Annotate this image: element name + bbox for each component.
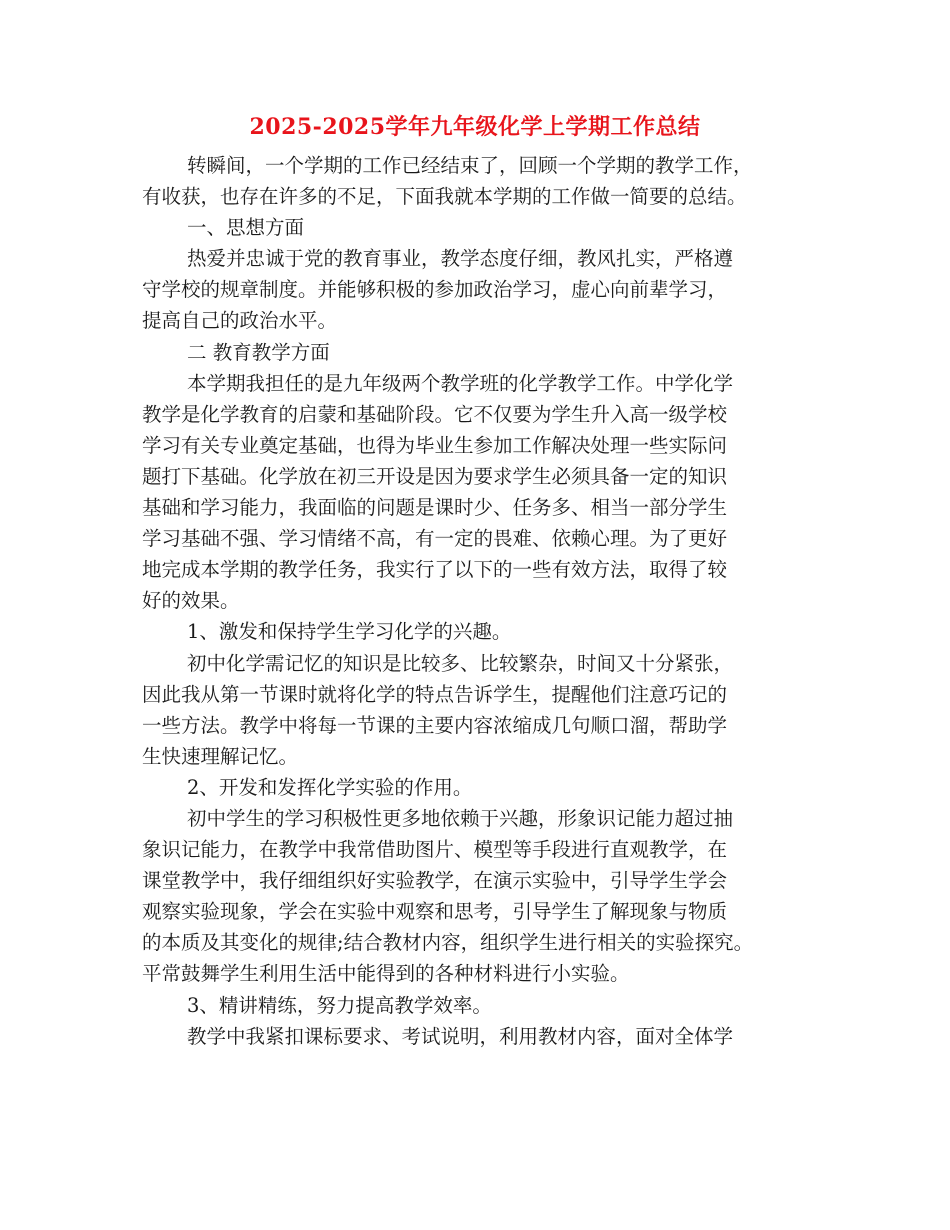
text-line: 教学是化学教育的启蒙和基础阶段。它不仅要为学生升入高一级学校	[142, 402, 728, 426]
text-line: 好的效果。	[142, 589, 240, 613]
text-line: 学习有关专业奠定基础，也得为毕业生参加工作解决处理一些实际问	[142, 433, 728, 457]
text-line: 平常鼓舞学生利用生活中能得到的各种材料进行小实验。	[142, 962, 630, 986]
text-line: 守学校的规章制度。并能够积极的参加政治学习，虚心向前辈学习，	[142, 278, 728, 302]
text-line: 教学中我紧扣课标要求、考试说明，利用教材内容，面对全体学	[187, 1024, 734, 1048]
text-line: 1、激发和保持学生学习化学的兴趣。	[187, 620, 512, 644]
document-body	[142, 150, 822, 1052]
text-line: 热爱并忠诚于党的教育事业，教学态度仔细，教风扎实，严格遵	[187, 247, 734, 271]
text-line: 本学期我担任的是九年级两个教学班的化学教学工作。中学化学	[187, 371, 734, 395]
text-line: 课堂教学中，我仔细组织好实验教学，在演示实验中，引导学生学会	[142, 869, 728, 893]
text-line: 题打下基础。化学放在初三开设是因为要求学生必须具备一定的知识	[142, 464, 728, 488]
text-line: 基础和学习能力，我面临的问题是课时少、任务多、相当一部分学生	[142, 496, 728, 520]
document-title: 2025-2025学年九年级化学上学期工作总结	[249, 114, 701, 140]
text-line: 因此我从第一节课时就将化学的特点告诉学生，提醒他们注意巧记的	[142, 682, 728, 706]
text-line: 初中化学需记忆的知识是比较多、比较繁杂，时间又十分紧张，	[187, 651, 734, 675]
text-line: 象识记能力，在教学中我常借助图片、模型等手段进行直观教学，在	[142, 838, 728, 862]
text-line: 一些方法。教学中将每一节课的主要内容浓缩成几句顺口溜，帮助学	[142, 713, 728, 737]
text-line: 学习基础不强、学习情绪不高，有一定的畏难、依赖心理。为了更好	[142, 527, 728, 551]
text-line: 一、思想方面	[187, 216, 305, 240]
text-line: 生快速理解记忆。	[142, 744, 299, 768]
text-line: 有收获，也存在许多的不足，下面我就本学期的工作做一简要的总结。	[142, 185, 747, 209]
text-line: 提高自己的政治水平。	[142, 309, 338, 333]
text-line: 初中学生的学习积极性更多地依赖于兴趣，形象识记能力超过抽	[187, 806, 734, 830]
text-line: 3、精讲精练，努力提高教学效率。	[187, 993, 492, 1017]
text-line: 地完成本学期的教学任务，我实行了以下的一些有效方法，取得了较	[142, 558, 728, 582]
text-line: 转瞬间，一个学期的工作已经结束了，回顾一个学期的教学工作，	[187, 154, 753, 177]
text-line: 观察实验现象，学会在实验中观察和思考，引导学生了解现象与物质	[142, 900, 728, 924]
text-line: 二 教育教学方面	[187, 340, 330, 364]
text-line: 2、开发和发挥化学实验的作用。	[187, 775, 473, 799]
text-line: 的本质及其变化的规律;结合教材内容，组织学生进行相关的实验探究。	[142, 931, 754, 955]
